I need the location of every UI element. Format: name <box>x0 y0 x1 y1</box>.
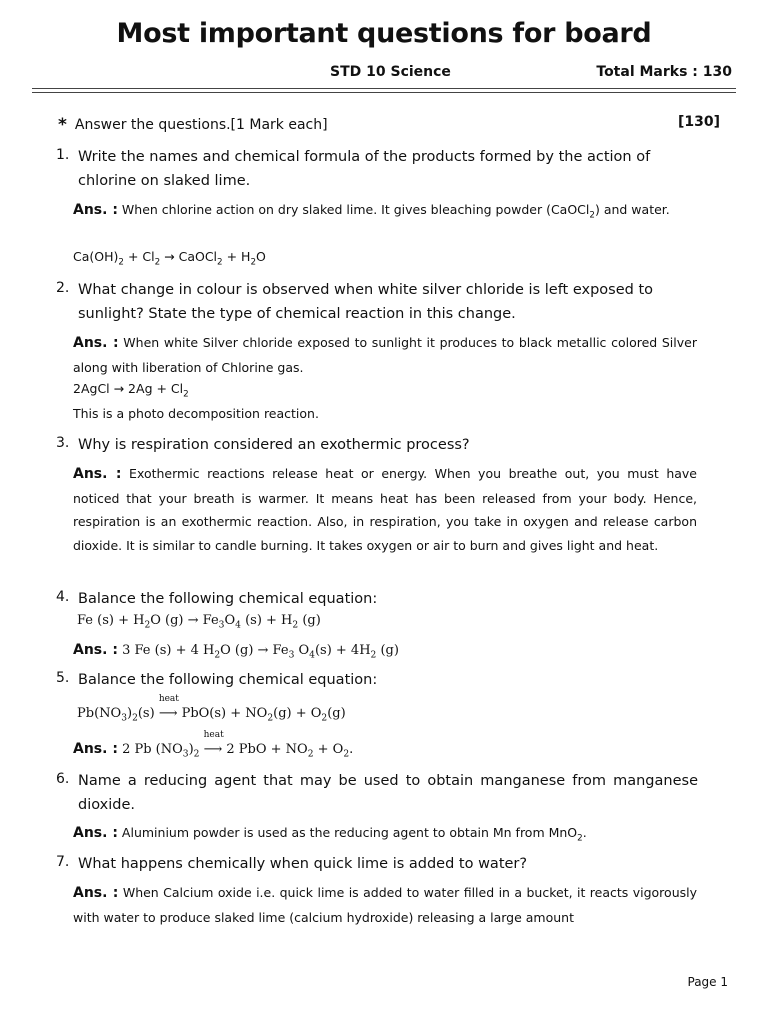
reaction-arrow: heat ⟶ <box>158 694 179 721</box>
answer-text-end: . <box>582 825 587 840</box>
question-3 <box>56 433 698 457</box>
question-2 <box>56 278 698 326</box>
total-marks-label: Total Marks : 130 <box>596 64 732 80</box>
answer-2 <box>73 331 697 379</box>
question-number: 5. <box>56 670 70 686</box>
answer-text: Aluminium powder is used as the reducing agent to obtain Mn from MnO <box>121 825 578 840</box>
question-text: Balance the following chemical equation: <box>78 591 378 607</box>
arrow-label-heat: heat <box>158 694 179 704</box>
answer-1 <box>73 198 697 228</box>
answer-subscript: 2 <box>577 833 583 844</box>
answer-text: Exothermic reactions release heat or energy. When you breathe out, you must have noticed that your breath is warmer. It means heat has been released from your body. Hence, respiration is an exothermic reaction. Also, in respiration, you take in oxygen and release carbon dioxide. It is similar to candle burning. It takes oxygen or air to burn and gives light and heat. <box>73 466 697 553</box>
answer-note-2: This is a photo decomposition reaction. <box>73 406 319 421</box>
question-number: 2. <box>56 280 70 296</box>
question-text: Balance the following chemical equation: <box>78 672 378 688</box>
answer-label: Ans. : <box>73 885 119 901</box>
answer-subscript: 2 <box>589 210 595 221</box>
question-text: What change in colour is observed when white silver chloride is left exposed to sunlight? State the type of chemical reaction in this change. <box>78 282 654 322</box>
answer-text: When Calcium oxide i.e. quick lime is added to water filled in a bucket, it reacts vigorously with water to produce slaked lime (calcium hydroxide) releasing a large amount <box>73 885 697 925</box>
section-heading <box>58 114 328 134</box>
question-6 <box>56 769 698 817</box>
equation-2: 2AgCl → $2Ag + Cl_2$ <box>73 381 189 400</box>
header-divider-top <box>32 88 736 89</box>
section-marks: [130] <box>677 114 720 130</box>
answer-equation: 2 Pb $(NO_3)_2$ heat ⟶ 2 PbO + $NO_2 + O_2$. <box>122 730 354 760</box>
answer-text-end: ) and water. <box>594 202 670 217</box>
answer-5 <box>73 730 354 760</box>
question-4 <box>56 587 698 611</box>
page-number: Page 1 <box>687 975 728 989</box>
question-number: 4. <box>56 589 70 605</box>
equation-5: $Pb(NO_3)_2(s)$ heat ⟶ $PbO(s) + NO_2(g) + O_2(g)$ <box>77 694 346 724</box>
section-instruction: Answer the questions.[1 Mark each] <box>74 117 328 133</box>
question-number: 7. <box>56 854 70 870</box>
bullet-icon: * <box>58 115 67 135</box>
page-title: Most important questions for board <box>116 18 652 49</box>
answer-label: Ans. : <box>73 825 118 841</box>
answer-label: Ans. : <box>73 202 118 218</box>
answer-label: Ans. : <box>73 642 118 658</box>
standard-label: STD 10 Science <box>330 64 451 80</box>
answer-equation: 3 Fe (s) + 4 $H_2O$ $(g) \to Fe_3$ $O_4(s) + 4H_2$ (g) <box>122 643 399 661</box>
answer-6 <box>73 821 697 851</box>
question-number: 3. <box>56 435 70 451</box>
answer-text: When white Silver chloride exposed to sunlight it produces to black metallic colored Silver along with liberation of Chlorine gas. <box>73 335 697 375</box>
question-5 <box>56 668 698 692</box>
answer-label: Ans. : <box>73 741 118 757</box>
equation-1: $Ca(OH)_2 + Cl_2$ → CaOCl$_2$ + $H_2O$ <box>73 249 266 268</box>
equation-4: Fe $(s) + H_2O$ $(g) \to Fe_3O_4$ $(s) + H_2$ (g) <box>77 613 321 631</box>
arrow-label-heat: heat <box>203 730 224 740</box>
answer-text: When chlorine action on dry slaked lime. It gives bleaching powder (CaOCl <box>121 202 590 217</box>
answer-7 <box>73 881 697 929</box>
question-text: What happens chemically when quick lime is added to water? <box>78 856 528 872</box>
question-text: Name a reducing agent that may be used to obtain manganese from manganese dioxide. <box>78 773 698 813</box>
reaction-arrow: heat ⟶ <box>203 730 224 757</box>
question-text: Write the names and chemical formula of the products formed by the action of chlorine on slaked lime. <box>78 149 651 189</box>
answer-label: Ans. : <box>73 466 122 482</box>
answer-3 <box>73 462 697 557</box>
header-divider-bottom <box>32 92 736 93</box>
question-7 <box>56 852 698 876</box>
question-1 <box>56 145 698 193</box>
question-text: Why is respiration considered an exothermic process? <box>78 437 470 453</box>
answer-label: Ans. : <box>73 335 119 351</box>
answer-4 <box>73 642 399 661</box>
question-number: 1. <box>56 147 70 163</box>
question-number: 6. <box>56 771 70 787</box>
